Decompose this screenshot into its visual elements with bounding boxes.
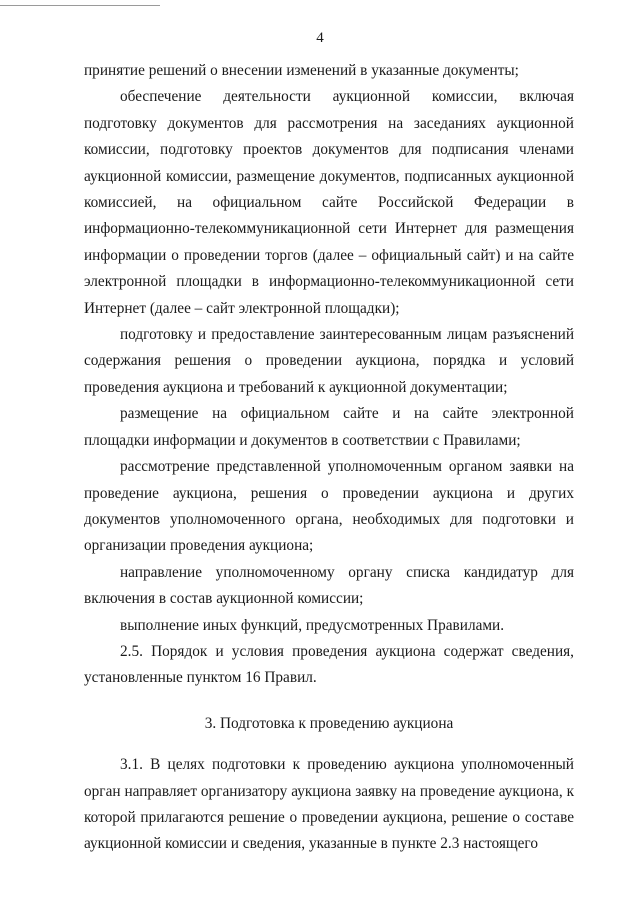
- paragraph-7: выполнение иных функций, предусмотренных Правилами.: [120, 616, 505, 634]
- top-scan-rule: [0, 5, 160, 6]
- paragraph-8: 2.5. Порядок и условия проведения аукциона содержат сведения, установленные пунктом 16 Правил.: [84, 642, 574, 687]
- paragraph-5: рассмотрение представленной уполномоченным органом заявки на проведение аукциона, решения о проведении аукциона и других документов уполномоченного органа, необходимых для подготовки и организации проведения аукциона;: [84, 458, 574, 555]
- section-heading: 3. Подготовка к проведению аукциона: [204, 714, 454, 732]
- paragraph-2: обеспечение деятельности аукционной комиссии, включая подготовку документов для рассмотрения на заседаниях аукционной комиссии, подготовку проектов документов для подписания членами аукционной комиссии, размещение документов, подписанных аукционной комиссией, на официальном сайте Российской Федерации в информационно-телекоммуникационной сети Интернет для размещения информации о проведении торгов (далее – официальный сайт) и на сайте электронной площадки в информационно-телекоммуникационной сети Интернет (далее – сайт электронной площадки);: [84, 88, 574, 317]
- page-number: 4: [316, 30, 324, 46]
- paragraph-9: 3.1. В целях подготовки к проведению аукциона уполномоченный орган направляет организатору аукциона заявку на проведение аукциона, к которой прилагаются решение о проведении аукциона, решение о составе аукционной комиссии и сведения, указанные в пункте 2.3 настоящего: [84, 756, 574, 853]
- paragraph-1: принятие решений о внесении изменений в указанные документы;: [84, 62, 519, 79]
- document-body: [84, 58, 574, 858]
- paragraph-3: подготовку и предоставление заинтересованным лицам разъяснений содержания решения о проведении аукциона, порядка и условий проведения аукциона и требований к аукционной документации;: [84, 326, 574, 396]
- paragraph-4: размещение на официальном сайте и на сайте электронной площадки информации и документов в соответствии с Правилами;: [84, 405, 574, 449]
- paragraph-6: направление уполномоченному органу списка кандидатур для включения в состав аукционной комиссии;: [84, 563, 574, 608]
